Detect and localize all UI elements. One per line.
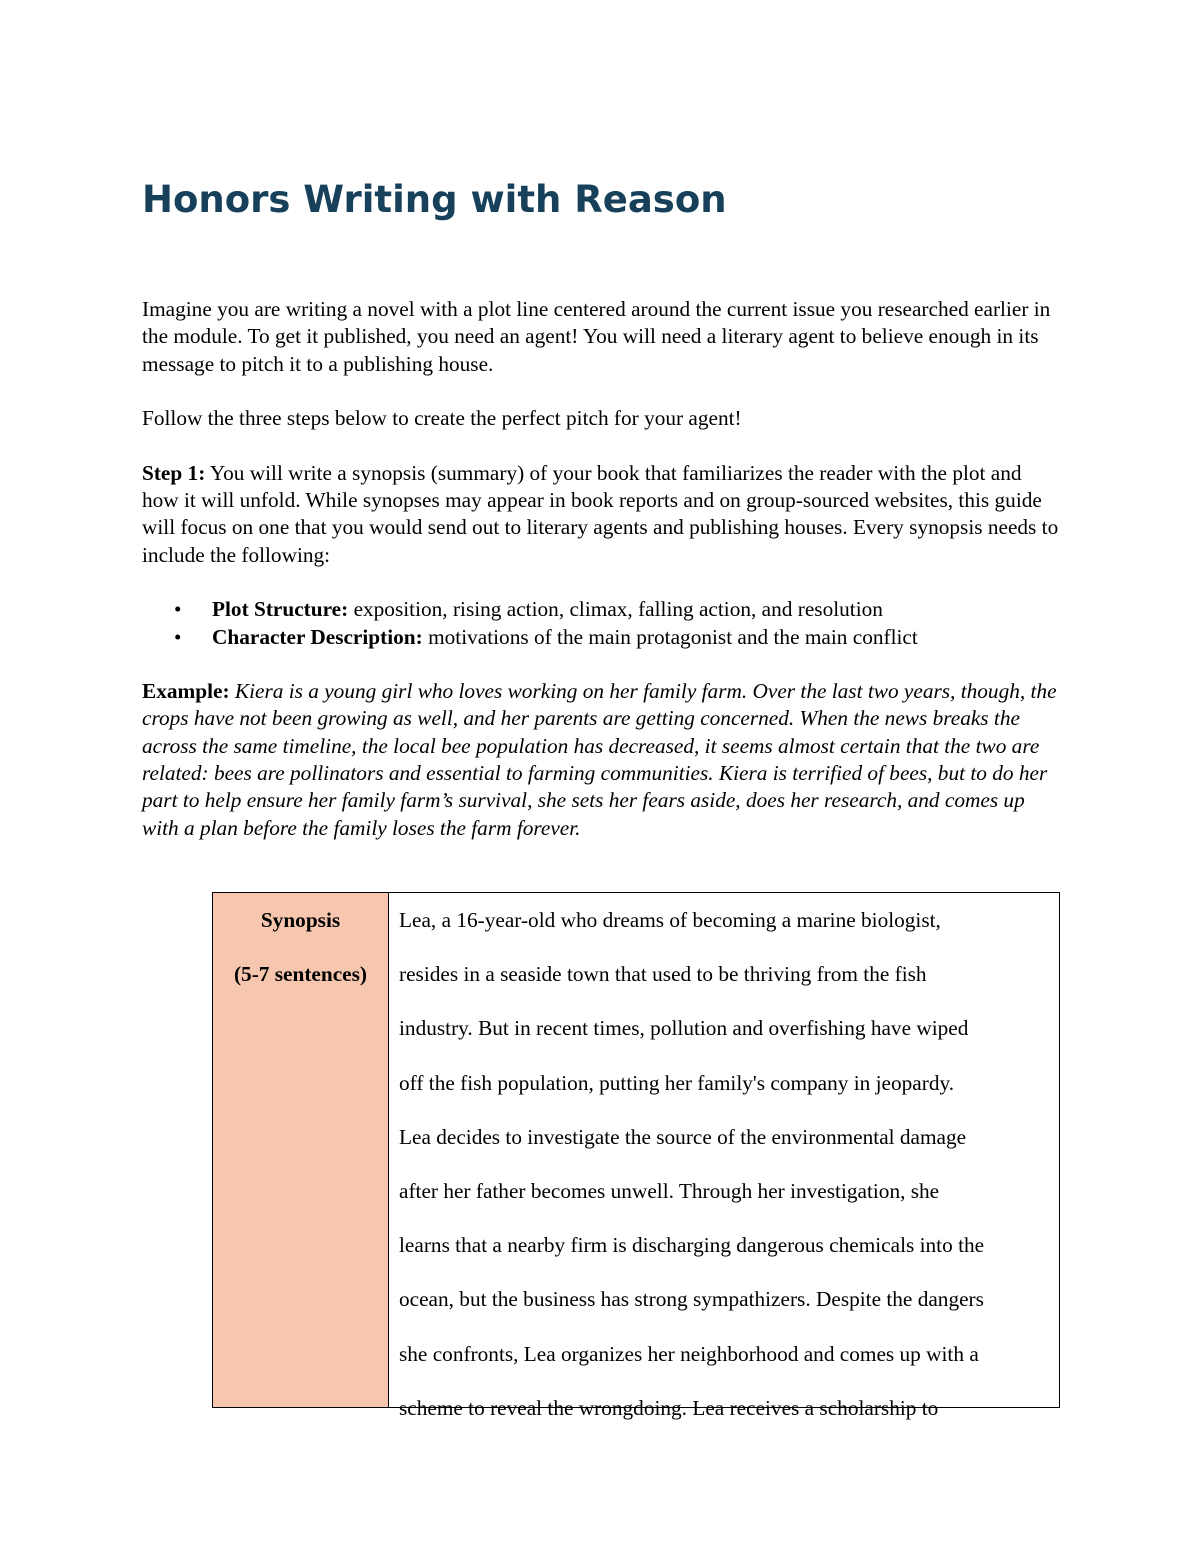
synopsis-content-cell xyxy=(389,893,1059,1420)
synopsis-line: Lea decides to investigate the source of the environmental damage xyxy=(399,1124,967,1149)
synopsis-label-sub: (5-7 sentences) xyxy=(233,962,368,986)
list-item-text: exposition, rising action, climax, falling action, and resolution xyxy=(353,597,883,622)
synopsis-line: after her father becomes unwell. Through her investigation, she xyxy=(399,1179,940,1204)
bullet-icon: • xyxy=(174,597,182,622)
list-item-label: Plot Structure: xyxy=(212,597,349,622)
synopsis-line: learns that a nearby firm is discharging dangerous chemicals into the xyxy=(399,1233,985,1258)
list-item-text: motivations of the main protagonist and the main conflict xyxy=(428,624,918,649)
page-title: Honors Writing with Reason xyxy=(142,178,727,221)
step1-paragraph xyxy=(142,460,1062,569)
example-label: Example: xyxy=(142,679,230,704)
document-body xyxy=(142,296,1062,869)
synopsis-line: she confronts, Lea organizes her neighborhood and comes up with a xyxy=(399,1341,979,1366)
synopsis-table xyxy=(212,892,1060,1420)
list-item xyxy=(142,624,1062,651)
synopsis-line: ocean, but the business has strong sympathizers. Despite the dangers xyxy=(399,1287,984,1312)
step1-label: Step 1: xyxy=(142,460,206,485)
follow-paragraph: Follow the three steps below to create the perfect pitch for your agent! xyxy=(142,406,742,431)
intro-paragraph: Imagine you are writing a novel with a plot line centered around the current issue you researched earlier in the module. To get it published, you need an agent! You will need a literary agent to believe enough in its message to pitch it to a publishing house. xyxy=(142,297,1051,376)
synopsis-line: off the fish population, putting her family's company in jeopardy. xyxy=(399,1070,955,1095)
synopsis-line: scheme to reveal the wrongdoing. Lea receives a scholarship to xyxy=(399,1395,939,1420)
synopsis-line: industry. But in recent times, pollution and overfishing have wiped xyxy=(399,1016,969,1041)
example-text: Kiera is a young girl who loves working on her family farm. Over the last two years, though, the crops have not been growing as well, and her parents are getting concerned. When the news breaks the across the same timeline, the local bee population has decreased, it seems almost certain that the two are related: bees are pollinators and essential to farming communities. Kiera is terrified of bees, but to do her part to help ensure her family farm’s survival, she sets her fears aside, does her research, and comes up with a plan before the family loses the farm forever. xyxy=(142,679,1057,840)
step1-text: You will write a synopsis (summary) of your book that familiarizes the reader with the plot and how it will unfold. While synopses may appear in book reports and on group-sourced websites, this guide will focus on one that you would send out to literary agents and publishing houses. Every synopsis needs to include the following: xyxy=(142,460,1059,567)
synopsis-line: Lea, a 16-year-old who dreams of becoming a marine biologist, xyxy=(399,908,941,932)
list-item xyxy=(142,596,1062,623)
bullet-icon: • xyxy=(174,624,182,649)
synopsis-line: resides in a seaside town that used to be thriving from the fish xyxy=(399,962,927,987)
synopsis-label-cell xyxy=(213,893,389,1407)
synopsis-label-title: Synopsis xyxy=(260,908,341,932)
example-paragraph xyxy=(142,678,1062,842)
requirements-list xyxy=(142,596,1062,651)
list-item-label: Character Description: xyxy=(212,624,423,649)
